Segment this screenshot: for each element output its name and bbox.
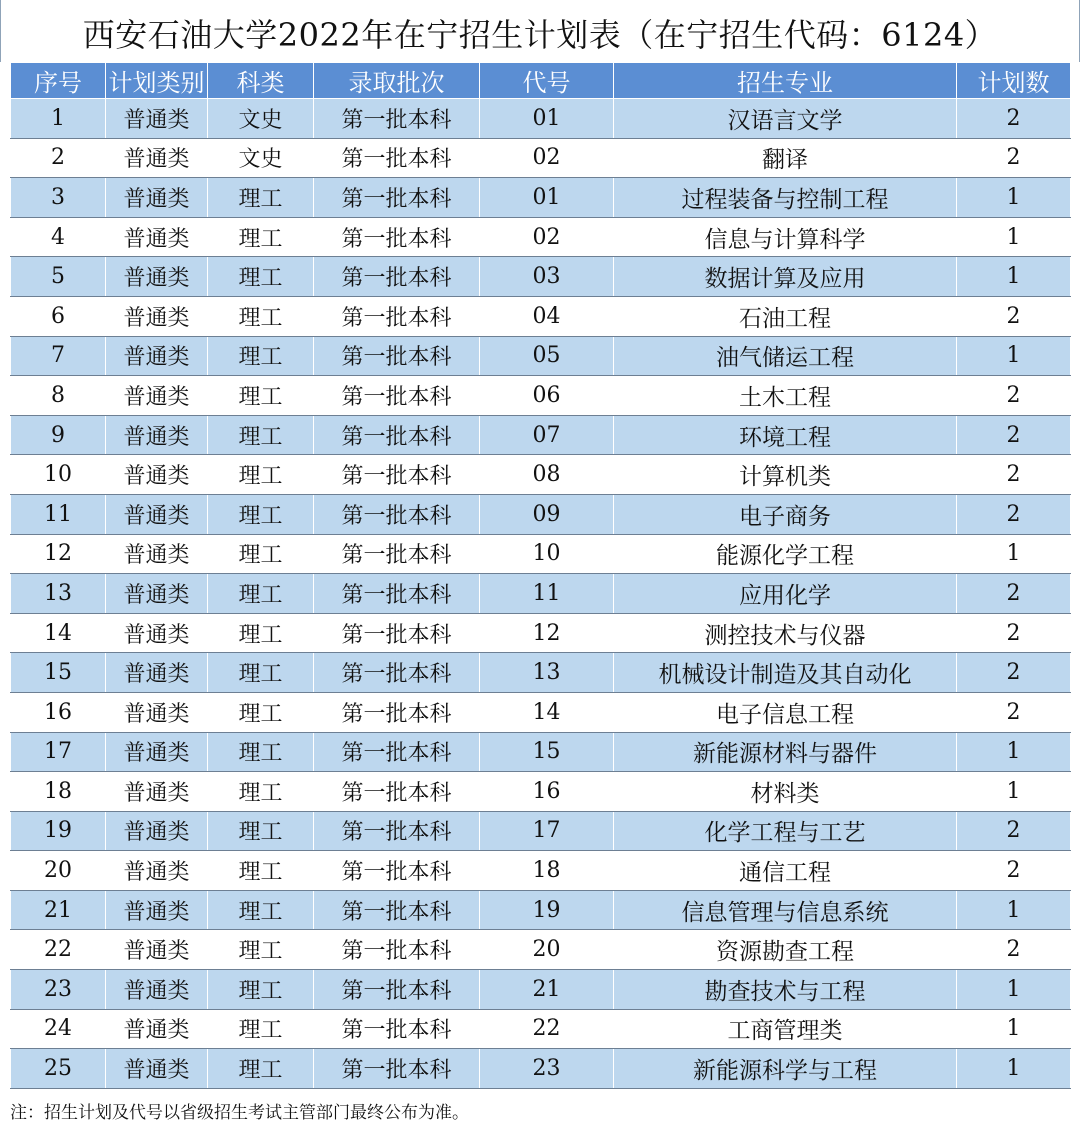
- cell-subject-type: 理工: [208, 970, 314, 1010]
- cell-major: 过程装备与控制工程: [614, 178, 957, 218]
- table-row: [11, 772, 1071, 812]
- cell-plan-category: 普通类: [106, 772, 208, 812]
- cell-plan-category: 普通类: [106, 178, 208, 218]
- cell-plan-count: 1: [957, 890, 1071, 930]
- cell-plan-category: 普通类: [106, 494, 208, 534]
- cell-admission-batch: 第一批本科: [314, 455, 480, 495]
- cell-subject-type: 理工: [208, 217, 314, 257]
- cell-subject-type: 理工: [208, 415, 314, 455]
- cell-major: 工商管理类: [614, 1009, 957, 1049]
- cell-plan-count: 1: [957, 970, 1071, 1010]
- cell-plan-category: 普通类: [106, 455, 208, 495]
- header-code: 代号: [480, 63, 614, 99]
- cell-plan-count: 1: [957, 732, 1071, 772]
- cell-plan-category: 普通类: [106, 613, 208, 653]
- cell-subject-type: 理工: [208, 494, 314, 534]
- cell-subject-type: 理工: [208, 732, 314, 772]
- cell-plan-category: 普通类: [106, 99, 208, 139]
- table-row: [11, 336, 1071, 376]
- cell-plan-category: 普通类: [106, 811, 208, 851]
- cell-admission-batch: 第一批本科: [314, 811, 480, 851]
- cell-code: 05: [480, 336, 614, 376]
- cell-plan-category: 普通类: [106, 653, 208, 693]
- table-row: [11, 455, 1071, 495]
- cell-plan-category: 普通类: [106, 138, 208, 178]
- cell-subject-type: 理工: [208, 890, 314, 930]
- cell-admission-batch: 第一批本科: [314, 296, 480, 336]
- cell-plan-count: 2: [957, 574, 1071, 614]
- cell-admission-batch: 第一批本科: [314, 99, 480, 139]
- cell-index: 15: [11, 653, 106, 693]
- cell-plan-count: 2: [957, 376, 1071, 416]
- cell-admission-batch: 第一批本科: [314, 336, 480, 376]
- cell-code: 23: [480, 1049, 614, 1089]
- cell-subject-type: 理工: [208, 257, 314, 297]
- cell-admission-batch: 第一批本科: [314, 217, 480, 257]
- cell-plan-count: 1: [957, 1009, 1071, 1049]
- cell-index: 6: [11, 296, 106, 336]
- header-major: 招生专业: [614, 63, 957, 99]
- cell-plan-category: 普通类: [106, 257, 208, 297]
- cell-plan-count: 1: [957, 1049, 1071, 1089]
- cell-admission-batch: 第一批本科: [314, 574, 480, 614]
- table-row: [11, 376, 1071, 416]
- cell-code: 04: [480, 296, 614, 336]
- cell-subject-type: 理工: [208, 296, 314, 336]
- cell-plan-count: 2: [957, 811, 1071, 851]
- cell-code: 20: [480, 930, 614, 970]
- cell-code: 03: [480, 257, 614, 297]
- cell-index: 5: [11, 257, 106, 297]
- cell-plan-count: 2: [957, 415, 1071, 455]
- table-row: [11, 811, 1071, 851]
- cell-admission-batch: 第一批本科: [314, 692, 480, 732]
- table-row: [11, 732, 1071, 772]
- cell-plan-category: 普通类: [106, 376, 208, 416]
- header-admission-batch: 录取批次: [314, 63, 480, 99]
- header-index: 序号: [11, 63, 106, 99]
- cell-plan-count: 2: [957, 296, 1071, 336]
- cell-code: 07: [480, 415, 614, 455]
- cell-plan-category: 普通类: [106, 692, 208, 732]
- cell-index: 4: [11, 217, 106, 257]
- cell-admission-batch: 第一批本科: [314, 732, 480, 772]
- cell-code: 10: [480, 534, 614, 574]
- table-row: [11, 613, 1071, 653]
- table-row: [11, 415, 1071, 455]
- table-row: [11, 178, 1071, 218]
- cell-subject-type: 理工: [208, 930, 314, 970]
- cell-admission-batch: 第一批本科: [314, 138, 480, 178]
- cell-plan-category: 普通类: [106, 534, 208, 574]
- cell-plan-count: 2: [957, 455, 1071, 495]
- cell-admission-batch: 第一批本科: [314, 257, 480, 297]
- cell-index: 19: [11, 811, 106, 851]
- cell-code: 18: [480, 851, 614, 891]
- cell-major: 通信工程: [614, 851, 957, 891]
- cell-code: 11: [480, 574, 614, 614]
- cell-subject-type: 理工: [208, 178, 314, 218]
- cell-major: 化学工程与工艺: [614, 811, 957, 851]
- table-row: [11, 1009, 1071, 1049]
- cell-subject-type: 理工: [208, 376, 314, 416]
- cell-plan-count: 1: [957, 772, 1071, 812]
- cell-code: 14: [480, 692, 614, 732]
- cell-code: 06: [480, 376, 614, 416]
- cell-plan-category: 普通类: [106, 336, 208, 376]
- cell-index: 3: [11, 178, 106, 218]
- cell-major: 石油工程: [614, 296, 957, 336]
- cell-subject-type: 理工: [208, 692, 314, 732]
- cell-code: 13: [480, 653, 614, 693]
- cell-code: 08: [480, 455, 614, 495]
- cell-subject-type: 理工: [208, 534, 314, 574]
- cell-subject-type: 理工: [208, 455, 314, 495]
- table-row: [11, 217, 1071, 257]
- cell-plan-count: 2: [957, 930, 1071, 970]
- cell-code: 17: [480, 811, 614, 851]
- cell-admission-batch: 第一批本科: [314, 772, 480, 812]
- cell-subject-type: 理工: [208, 336, 314, 376]
- cell-admission-batch: 第一批本科: [314, 851, 480, 891]
- cell-plan-count: 1: [957, 534, 1071, 574]
- cell-major: 计算机类: [614, 455, 957, 495]
- cell-plan-count: 1: [957, 257, 1071, 297]
- cell-major: 汉语言文学: [614, 99, 957, 139]
- cell-index: 12: [11, 534, 106, 574]
- cell-subject-type: 文史: [208, 138, 314, 178]
- cell-plan-category: 普通类: [106, 970, 208, 1010]
- cell-index: 1: [11, 99, 106, 139]
- footnote: 注：招生计划及代号以省级招生考试主管部门最终公布为准。: [10, 1103, 469, 1123]
- cell-code: 15: [480, 732, 614, 772]
- page-title: 西安石油大学2022年在宁招生计划表（在宁招生代码：6124）: [0, 0, 1080, 62]
- cell-index: 17: [11, 732, 106, 772]
- cell-major: 新能源材料与器件: [614, 732, 957, 772]
- table-row: [11, 930, 1071, 970]
- cell-admission-batch: 第一批本科: [314, 494, 480, 534]
- cell-index: 20: [11, 851, 106, 891]
- cell-plan-category: 普通类: [106, 217, 208, 257]
- cell-major: 数据计算及应用: [614, 257, 957, 297]
- cell-plan-category: 普通类: [106, 415, 208, 455]
- cell-admission-batch: 第一批本科: [314, 1009, 480, 1049]
- cell-plan-category: 普通类: [106, 930, 208, 970]
- cell-major: 环境工程: [614, 415, 957, 455]
- cell-code: 01: [480, 99, 614, 139]
- cell-subject-type: 理工: [208, 811, 314, 851]
- cell-admission-batch: 第一批本科: [314, 376, 480, 416]
- cell-plan-count: 2: [957, 692, 1071, 732]
- cell-index: 23: [11, 970, 106, 1010]
- table-row: [11, 653, 1071, 693]
- cell-index: 21: [11, 890, 106, 930]
- cell-code: 22: [480, 1009, 614, 1049]
- cell-major: 勘查技术与工程: [614, 970, 957, 1010]
- cell-major: 材料类: [614, 772, 957, 812]
- cell-code: 21: [480, 970, 614, 1010]
- cell-plan-category: 普通类: [106, 1049, 208, 1089]
- header-subject-type: 科类: [208, 63, 314, 99]
- table-row: [11, 1049, 1071, 1089]
- cell-index: 8: [11, 376, 106, 416]
- cell-admission-batch: 第一批本科: [314, 970, 480, 1010]
- table-row: [11, 257, 1071, 297]
- cell-admission-batch: 第一批本科: [314, 653, 480, 693]
- cell-admission-batch: 第一批本科: [314, 1049, 480, 1089]
- table-row: [11, 296, 1071, 336]
- cell-code: 12: [480, 613, 614, 653]
- table-row: [11, 692, 1071, 732]
- table-row: [11, 138, 1071, 178]
- cell-major: 测控技术与仪器: [614, 613, 957, 653]
- cell-major: 新能源科学与工程: [614, 1049, 957, 1089]
- cell-subject-type: 理工: [208, 772, 314, 812]
- header-plan-category: 计划类别: [106, 63, 208, 99]
- cell-index: 13: [11, 574, 106, 614]
- cell-major: 信息管理与信息系统: [614, 890, 957, 930]
- cell-plan-category: 普通类: [106, 890, 208, 930]
- cell-index: 25: [11, 1049, 106, 1089]
- cell-index: 11: [11, 494, 106, 534]
- cell-admission-batch: 第一批本科: [314, 415, 480, 455]
- cell-index: 18: [11, 772, 106, 812]
- cell-code: 02: [480, 217, 614, 257]
- cell-subject-type: 理工: [208, 653, 314, 693]
- cell-plan-count: 1: [957, 336, 1071, 376]
- cell-major: 土木工程: [614, 376, 957, 416]
- cell-admission-batch: 第一批本科: [314, 613, 480, 653]
- cell-subject-type: 理工: [208, 851, 314, 891]
- cell-major: 翻译: [614, 138, 957, 178]
- cell-subject-type: 理工: [208, 1049, 314, 1089]
- cell-subject-type: 理工: [208, 574, 314, 614]
- cell-plan-count: 2: [957, 653, 1071, 693]
- cell-major: 电子信息工程: [614, 692, 957, 732]
- cell-subject-type: 文史: [208, 99, 314, 139]
- table-header-row: [11, 63, 1071, 99]
- cell-code: 01: [480, 178, 614, 218]
- cell-admission-batch: 第一批本科: [314, 930, 480, 970]
- cell-major: 资源勘查工程: [614, 930, 957, 970]
- table-row: [11, 851, 1071, 891]
- cell-subject-type: 理工: [208, 1009, 314, 1049]
- cell-index: 14: [11, 613, 106, 653]
- cell-major: 信息与计算科学: [614, 217, 957, 257]
- cell-major: 应用化学: [614, 574, 957, 614]
- cell-code: 19: [480, 890, 614, 930]
- table-row: [11, 99, 1071, 139]
- cell-plan-category: 普通类: [106, 1009, 208, 1049]
- cell-code: 09: [480, 494, 614, 534]
- cell-plan-category: 普通类: [106, 851, 208, 891]
- cell-major: 能源化学工程: [614, 534, 957, 574]
- cell-admission-batch: 第一批本科: [314, 178, 480, 218]
- cell-admission-batch: 第一批本科: [314, 534, 480, 574]
- cell-code: 16: [480, 772, 614, 812]
- cell-code: 02: [480, 138, 614, 178]
- cell-index: 16: [11, 692, 106, 732]
- cell-plan-count: 2: [957, 99, 1071, 139]
- enrollment-plan-table: [10, 62, 1071, 1089]
- cell-plan-category: 普通类: [106, 574, 208, 614]
- cell-index: 9: [11, 415, 106, 455]
- cell-plan-count: 2: [957, 494, 1071, 534]
- cell-major: 机械设计制造及其自动化: [614, 653, 957, 693]
- table-row: [11, 534, 1071, 574]
- cell-index: 7: [11, 336, 106, 376]
- cell-plan-count: 2: [957, 138, 1071, 178]
- cell-plan-category: 普通类: [106, 296, 208, 336]
- header-plan-count: 计划数: [957, 63, 1071, 99]
- cell-index: 2: [11, 138, 106, 178]
- table-row: [11, 494, 1071, 534]
- cell-plan-category: 普通类: [106, 732, 208, 772]
- cell-plan-count: 2: [957, 851, 1071, 891]
- cell-subject-type: 理工: [208, 613, 314, 653]
- cell-plan-count: 1: [957, 178, 1071, 218]
- table-row: [11, 574, 1071, 614]
- cell-index: 22: [11, 930, 106, 970]
- table-body: [11, 99, 1071, 1089]
- table-row: [11, 970, 1071, 1010]
- cell-admission-batch: 第一批本科: [314, 890, 480, 930]
- cell-plan-count: 1: [957, 217, 1071, 257]
- cell-index: 24: [11, 1009, 106, 1049]
- cell-major: 油气储运工程: [614, 336, 957, 376]
- cell-index: 10: [11, 455, 106, 495]
- cell-major: 电子商务: [614, 494, 957, 534]
- table-row: [11, 890, 1071, 930]
- cell-plan-count: 2: [957, 613, 1071, 653]
